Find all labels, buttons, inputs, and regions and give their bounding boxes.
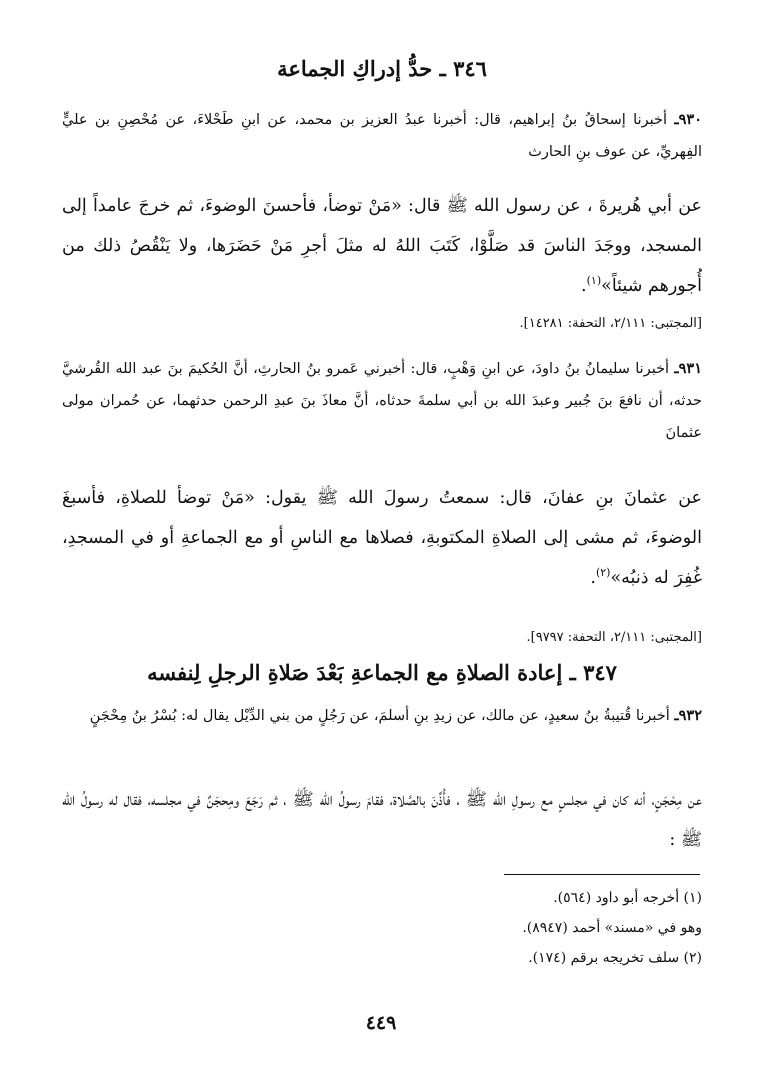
hadith-932-number: ٩٣٢ـ xyxy=(674,707,702,724)
hadith-930-matn xyxy=(62,186,702,306)
hadith-932-chain: أخبرنا قُتيبةُ بنُ سعيدٍ، عن مالك، عن زيدِ بنِ أسلمَ، عن رَجُلٍ من بني الدِّيْل يقال له: بُسْرُ بنُ مِحْجَنٍ xyxy=(89,708,675,724)
footnote-1-continuation: وهو في «مسند» أحمد (٨٩٤٧). xyxy=(522,920,702,936)
hadith-932-matn: عن مِحْجَنٍ، أنه كان في مجلسٍ مع رسولِ الله ﷺ ، فأُذِّنَ بالصَّلاة، فقامَ رسولُ الله ﷺ ، ثم رَجَعَ ومِحجَنٌ في مجلسه، فقال له رسولُ الله ﷺ : xyxy=(62,790,702,850)
footnote-1: (١) أخرجه أبو داود (٥٦٤). xyxy=(553,890,702,906)
footnote-divider xyxy=(504,874,700,875)
hadith-931-end: . xyxy=(590,568,596,588)
hadith-931-chain: أخبرنا سليمانُ بنُ داودَ، عن ابنِ وَهْبٍ، قال: أخبرني عَمرو بنُ الحارثِ، أنَّ الحُكيمَ بنَ عبد الله القُرشيَّ حدثه، أن نافعَ بنَ جُبير وعبدَ الله بن أبي سلمةَ حدثاه، أنَّ معاذَ بنَ عبدِ الرحمن حدثهما، عن حُمران مولى عثمانَ xyxy=(62,361,702,441)
footnote-2: (٢) سلف تخريجه برقم (١٧٤). xyxy=(528,950,702,966)
hadith-931-matn xyxy=(62,478,702,598)
page-number: ٤٤٩ xyxy=(365,1012,397,1034)
hadith-931-number: ٩٣١ـ xyxy=(674,360,702,377)
hadith-931-text: عن عثمانَ بنِ عفانَ، قال: سمعتُ رسولَ الله ﷺ يقول: «مَنْ توضأ للصلاةِ، فأسبغَ الوضوءَ، ثم مشى إلى الصلاةِ المكتوبةِ، فصلاها مع الناسِ أو مع الجماعةِ أو في المسجدِ، غُفِرَ له ذنبُه» xyxy=(62,488,702,588)
hadith-931-reference: [المجتبى: ٢/١١١، التحفة: ٩٧٩٧]. xyxy=(526,630,702,645)
hadith-931-isnad xyxy=(62,353,702,449)
footnote-marker-2: (٢) xyxy=(595,566,611,580)
hadith-930-chain: أخبرنا إسحاقُ بنُ إبراهيم، قال: أخبرنا عبدُ العزيز بن محمد، عن ابنِ طَحْلاءَ، عن مُحْصِنِ بن عليٍّ الفِهريِّ، عن عوف بنِ الحارث xyxy=(62,112,702,160)
hadith-930-end: . xyxy=(581,276,587,296)
hadith-932-isnad xyxy=(62,700,702,732)
chapter-347-title: ٣٤٧ ـ إعادة الصلاةِ مع الجماعةِ بَعْدَ صَلاةِ الرجلِ لِنفسه xyxy=(147,660,617,685)
hadith-930-text: عن أبي هُريرةَ ، عن رسول الله ﷺ قال: «مَنْ توضأ، فأحسنَ الوضوءَ، ثم خرجَ عامداً إلى المسجد، ووجَدَ الناسَ قد صَلَّوْا، كَتَبَ اللهُ له مثلَ أجرِ مَنْ حَضَرَها، ولا يَنْقُصُ ذلك من أُجورهم شيئاً» xyxy=(62,196,702,296)
hadith-930-isnad xyxy=(62,104,702,168)
hadith-930-reference: [المجتبى: ٢/١١١، التحفة: ١٤٢٨١]. xyxy=(519,316,702,331)
hadith-930-number: ٩٣٠ـ xyxy=(674,111,702,128)
chapter-346-title: ٣٤٦ ـ حدُّ إدراكِ الجماعة xyxy=(277,56,487,81)
footnote-marker-1: (١) xyxy=(586,274,602,288)
